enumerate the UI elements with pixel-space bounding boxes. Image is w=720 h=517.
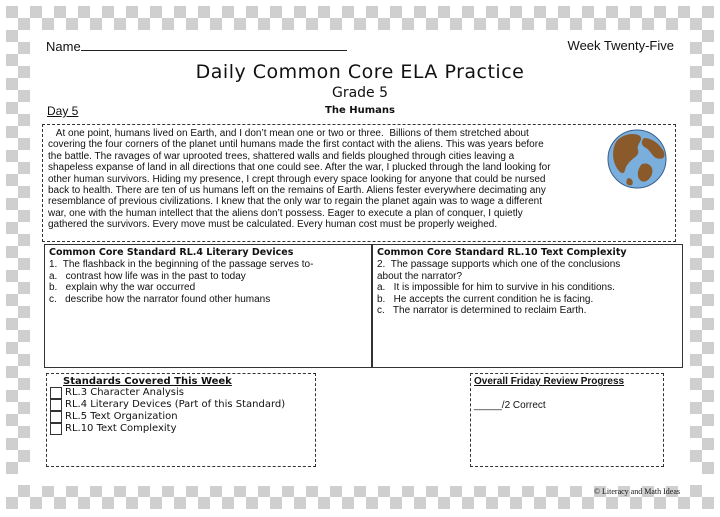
question-1-box xyxy=(44,244,372,368)
border-square xyxy=(570,18,582,30)
earth-globe-icon xyxy=(606,128,668,190)
border-square xyxy=(294,6,306,18)
border-square xyxy=(30,6,42,18)
border-square xyxy=(6,497,18,509)
border-square xyxy=(42,18,54,30)
border-square xyxy=(546,18,558,30)
border-square xyxy=(6,150,18,162)
border-square xyxy=(606,6,618,18)
border-square xyxy=(690,162,702,174)
border-square xyxy=(18,210,30,222)
border-square xyxy=(690,138,702,150)
border-square xyxy=(318,6,330,18)
border-square xyxy=(78,6,90,18)
border-square xyxy=(18,234,30,246)
border-square xyxy=(690,306,702,318)
border-square xyxy=(6,390,18,402)
border-square xyxy=(702,390,714,402)
border-square xyxy=(186,485,198,497)
friday-review-box xyxy=(470,373,664,467)
border-square xyxy=(18,138,30,150)
border-square xyxy=(258,485,270,497)
question-2-text xyxy=(377,259,682,317)
name-line[interactable] xyxy=(81,38,347,51)
border-square xyxy=(6,198,18,210)
border-square xyxy=(138,18,150,30)
border-square xyxy=(378,485,390,497)
border-square xyxy=(678,6,690,18)
border-square xyxy=(198,6,210,18)
passage-line: back to health. There are ten of us humans left on the remains of Earth. Aliens fester everywhere decimating any xyxy=(48,185,546,197)
checkbox-icon[interactable] xyxy=(50,387,62,399)
border-square xyxy=(258,18,270,30)
border-square xyxy=(630,6,642,18)
passage-line: At one point, humans lived on Earth, and I don’t mean one or two or three. Billions of them stretched about xyxy=(48,128,529,139)
border-square xyxy=(162,18,174,30)
border-square xyxy=(702,30,714,42)
passage-line: shapeless expanse of land in all directions that one could see. After the war, I plucked through the land looking for xyxy=(48,162,551,174)
border-square xyxy=(18,426,30,438)
border-square xyxy=(450,18,462,30)
border-square xyxy=(462,6,474,18)
border-square xyxy=(18,186,30,198)
border-square xyxy=(18,330,30,342)
border-square xyxy=(570,485,582,497)
border-square xyxy=(462,497,474,509)
border-square xyxy=(222,497,234,509)
border-square xyxy=(690,378,702,390)
border-square xyxy=(510,6,522,18)
border-square xyxy=(354,485,366,497)
question-2-stem: 2. The passage supports which one of the conclusions xyxy=(377,259,621,270)
border-square xyxy=(102,6,114,18)
border-square xyxy=(54,497,66,509)
border-square xyxy=(6,414,18,426)
border-square xyxy=(690,402,702,414)
review-score[interactable]: _____/2 Correct xyxy=(474,400,546,411)
border-square xyxy=(390,497,402,509)
passage-line: the battle. The ravages of war uprooted trees, shattered walls and fields ploughed through cities leaving a xyxy=(48,150,515,162)
standard-label: RL.4 Literary Devices (Part of this Standard) xyxy=(65,399,286,411)
border-square xyxy=(246,497,258,509)
border-square xyxy=(702,318,714,330)
answer-choice-a[interactable]: a. contrast how life was in the past to today xyxy=(49,270,246,282)
border-square xyxy=(438,6,450,18)
border-square xyxy=(522,485,534,497)
border-square xyxy=(546,485,558,497)
border-square xyxy=(306,18,318,30)
border-square xyxy=(690,210,702,222)
name-label: Name xyxy=(46,39,81,54)
border-square xyxy=(54,6,66,18)
passage-line: gathered the survivors. Every move must be calculated. Every human cost must be properly weighed. xyxy=(48,219,498,231)
border-square xyxy=(474,485,486,497)
border-square xyxy=(690,330,702,342)
border-square xyxy=(486,497,498,509)
border-square xyxy=(498,18,510,30)
standard-item xyxy=(50,399,315,411)
border-square xyxy=(210,18,222,30)
question-2-heading: Common Core Standard RL.10 Text Complexity xyxy=(377,247,627,258)
border-square xyxy=(498,485,510,497)
border-square xyxy=(690,42,702,54)
border-square xyxy=(414,6,426,18)
border-square xyxy=(702,366,714,378)
border-square xyxy=(210,485,222,497)
border-square xyxy=(246,6,258,18)
standards-heading: Standards Covered This Week xyxy=(63,376,232,387)
border-square xyxy=(30,497,42,509)
border-square xyxy=(6,438,18,450)
border-square xyxy=(18,18,30,30)
border-square xyxy=(702,126,714,138)
question-1-text xyxy=(49,259,371,305)
border-square xyxy=(534,6,546,18)
border-square xyxy=(630,497,642,509)
border-square xyxy=(654,497,666,509)
checkbox-icon[interactable] xyxy=(50,423,62,435)
border-square xyxy=(114,18,126,30)
passage-text xyxy=(48,128,603,231)
border-square xyxy=(18,378,30,390)
border-square xyxy=(270,6,282,18)
question-1-heading: Common Core Standard RL.4 Literary Devices xyxy=(49,247,294,258)
question-2-stem-continued: about the narrator? xyxy=(377,270,463,282)
border-square xyxy=(378,18,390,30)
border-square xyxy=(690,354,702,366)
border-square xyxy=(654,6,666,18)
border-square xyxy=(702,342,714,354)
border-square xyxy=(582,497,594,509)
passage-line: covering the four corners of the planet until humans made the first contact with the aliens. This was years before xyxy=(48,139,544,151)
answer-choice-c[interactable]: c. The narrator is determined to reclaim Earth. xyxy=(377,305,587,316)
border-square xyxy=(690,186,702,198)
border-square xyxy=(6,270,18,282)
standard-item xyxy=(50,423,315,435)
border-square xyxy=(402,18,414,30)
border-square xyxy=(282,18,294,30)
border-square xyxy=(402,485,414,497)
border-square xyxy=(198,497,210,509)
border-square xyxy=(42,485,54,497)
border-square xyxy=(702,174,714,186)
border-square xyxy=(702,150,714,162)
border-square xyxy=(18,282,30,294)
border-square xyxy=(18,402,30,414)
border-square xyxy=(90,18,102,30)
border-square xyxy=(234,485,246,497)
border-square xyxy=(186,18,198,30)
reading-passage xyxy=(42,124,676,242)
border-square xyxy=(342,6,354,18)
week-label: Week Twenty-Five xyxy=(567,38,674,53)
border-square xyxy=(282,485,294,497)
grade-label: Grade 5 xyxy=(331,85,389,101)
border-square xyxy=(366,497,378,509)
standard-label: RL.3 Character Analysis xyxy=(65,387,184,399)
border-square xyxy=(174,6,186,18)
border-square xyxy=(174,497,186,509)
border-square xyxy=(234,18,246,30)
border-square xyxy=(450,485,462,497)
border-square xyxy=(690,234,702,246)
border-square xyxy=(294,497,306,509)
passage-title: The Humans xyxy=(325,105,395,116)
border-square xyxy=(318,497,330,509)
day-label: Day 5 xyxy=(47,104,79,118)
border-square xyxy=(678,497,690,509)
answer-choice-c[interactable]: c. describe how the narrator found other humans xyxy=(49,293,271,305)
border-square xyxy=(354,18,366,30)
border-square xyxy=(486,6,498,18)
border-square xyxy=(666,18,678,30)
border-square xyxy=(438,497,450,509)
standard-label: RL.10 Text Complexity xyxy=(65,423,177,435)
border-square xyxy=(222,6,234,18)
border-square xyxy=(18,42,30,54)
answer-choice-b[interactable]: b. explain why the war occurred xyxy=(49,282,196,293)
copyright-text: © Literacy and Math Ideas xyxy=(593,487,680,496)
border-square xyxy=(6,222,18,234)
border-square xyxy=(690,426,702,438)
border-square xyxy=(618,18,630,30)
border-square xyxy=(426,485,438,497)
passage-line: war, one with the human intellect that the aliens don’t possess. Eager to execute a plan of conquer, I quietly xyxy=(48,207,523,219)
border-square xyxy=(474,18,486,30)
border-square xyxy=(18,354,30,366)
border-square xyxy=(702,222,714,234)
border-square xyxy=(582,6,594,18)
border-square xyxy=(690,258,702,270)
review-heading: Overall Friday Review Progress xyxy=(474,376,625,387)
border-square xyxy=(690,450,702,462)
border-square xyxy=(6,30,18,42)
border-square xyxy=(78,497,90,509)
answer-choice-b[interactable]: b. He accepts the current condition he is facing. xyxy=(377,293,594,305)
border-square xyxy=(126,497,138,509)
checkbox-icon[interactable] xyxy=(50,399,62,411)
answer-choice-a[interactable]: a. It is impossible for him to survive in his conditions. xyxy=(377,282,615,293)
border-square xyxy=(690,485,702,497)
border-square xyxy=(366,6,378,18)
border-square xyxy=(342,497,354,509)
border-square xyxy=(138,485,150,497)
border-square xyxy=(6,366,18,378)
border-square xyxy=(702,6,714,18)
border-square xyxy=(150,6,162,18)
border-square xyxy=(6,126,18,138)
border-square xyxy=(6,462,18,474)
border-square xyxy=(606,497,618,509)
border-square xyxy=(18,450,30,462)
border-square xyxy=(90,485,102,497)
border-square xyxy=(6,246,18,258)
border-square xyxy=(702,198,714,210)
border-square xyxy=(558,497,570,509)
standard-label: RL.5 Text Organization xyxy=(65,411,178,423)
border-square xyxy=(114,485,126,497)
border-square xyxy=(126,6,138,18)
border-square xyxy=(702,294,714,306)
passage-line: resemblance of previous civilizations. I knew that the only war to regain the planet again was to wage a different xyxy=(48,196,542,208)
border-square xyxy=(150,497,162,509)
border-square xyxy=(66,18,78,30)
border-square xyxy=(690,18,702,30)
question-1-stem: 1. The flashback in the beginning of the passage serves to- xyxy=(49,259,314,270)
border-square xyxy=(702,414,714,426)
border-square xyxy=(6,318,18,330)
border-square xyxy=(702,462,714,474)
border-square xyxy=(18,306,30,318)
border-square xyxy=(426,18,438,30)
question-2-box xyxy=(372,244,683,368)
border-square xyxy=(6,6,18,18)
border-square xyxy=(558,6,570,18)
standards-covered-box xyxy=(46,373,316,467)
border-square xyxy=(270,497,282,509)
border-square xyxy=(690,282,702,294)
standard-item xyxy=(50,387,315,399)
border-square xyxy=(18,258,30,270)
name-field[interactable] xyxy=(46,38,347,54)
page-title: Daily Common Core ELA Practice xyxy=(195,61,525,83)
passage-line: other human survivors. Hiding my presence, I crept through every space looking for anyone that could be nursed xyxy=(48,173,546,185)
border-square xyxy=(510,497,522,509)
border-square xyxy=(702,270,714,282)
border-square xyxy=(18,162,30,174)
border-square xyxy=(642,18,654,30)
border-square xyxy=(522,18,534,30)
border-square xyxy=(330,485,342,497)
checkbox-icon[interactable] xyxy=(50,411,62,423)
standard-item xyxy=(50,411,315,423)
border-square xyxy=(702,246,714,258)
border-square xyxy=(6,294,18,306)
border-square xyxy=(66,485,78,497)
border-square xyxy=(162,485,174,497)
border-square xyxy=(6,174,18,186)
border-square xyxy=(594,18,606,30)
border-square xyxy=(390,6,402,18)
border-square xyxy=(18,485,30,497)
border-square xyxy=(306,485,318,497)
border-square xyxy=(6,342,18,354)
border-square xyxy=(702,497,714,509)
border-square xyxy=(702,438,714,450)
border-square xyxy=(534,497,546,509)
border-square xyxy=(414,497,426,509)
border-square xyxy=(102,497,114,509)
border-square xyxy=(330,18,342,30)
